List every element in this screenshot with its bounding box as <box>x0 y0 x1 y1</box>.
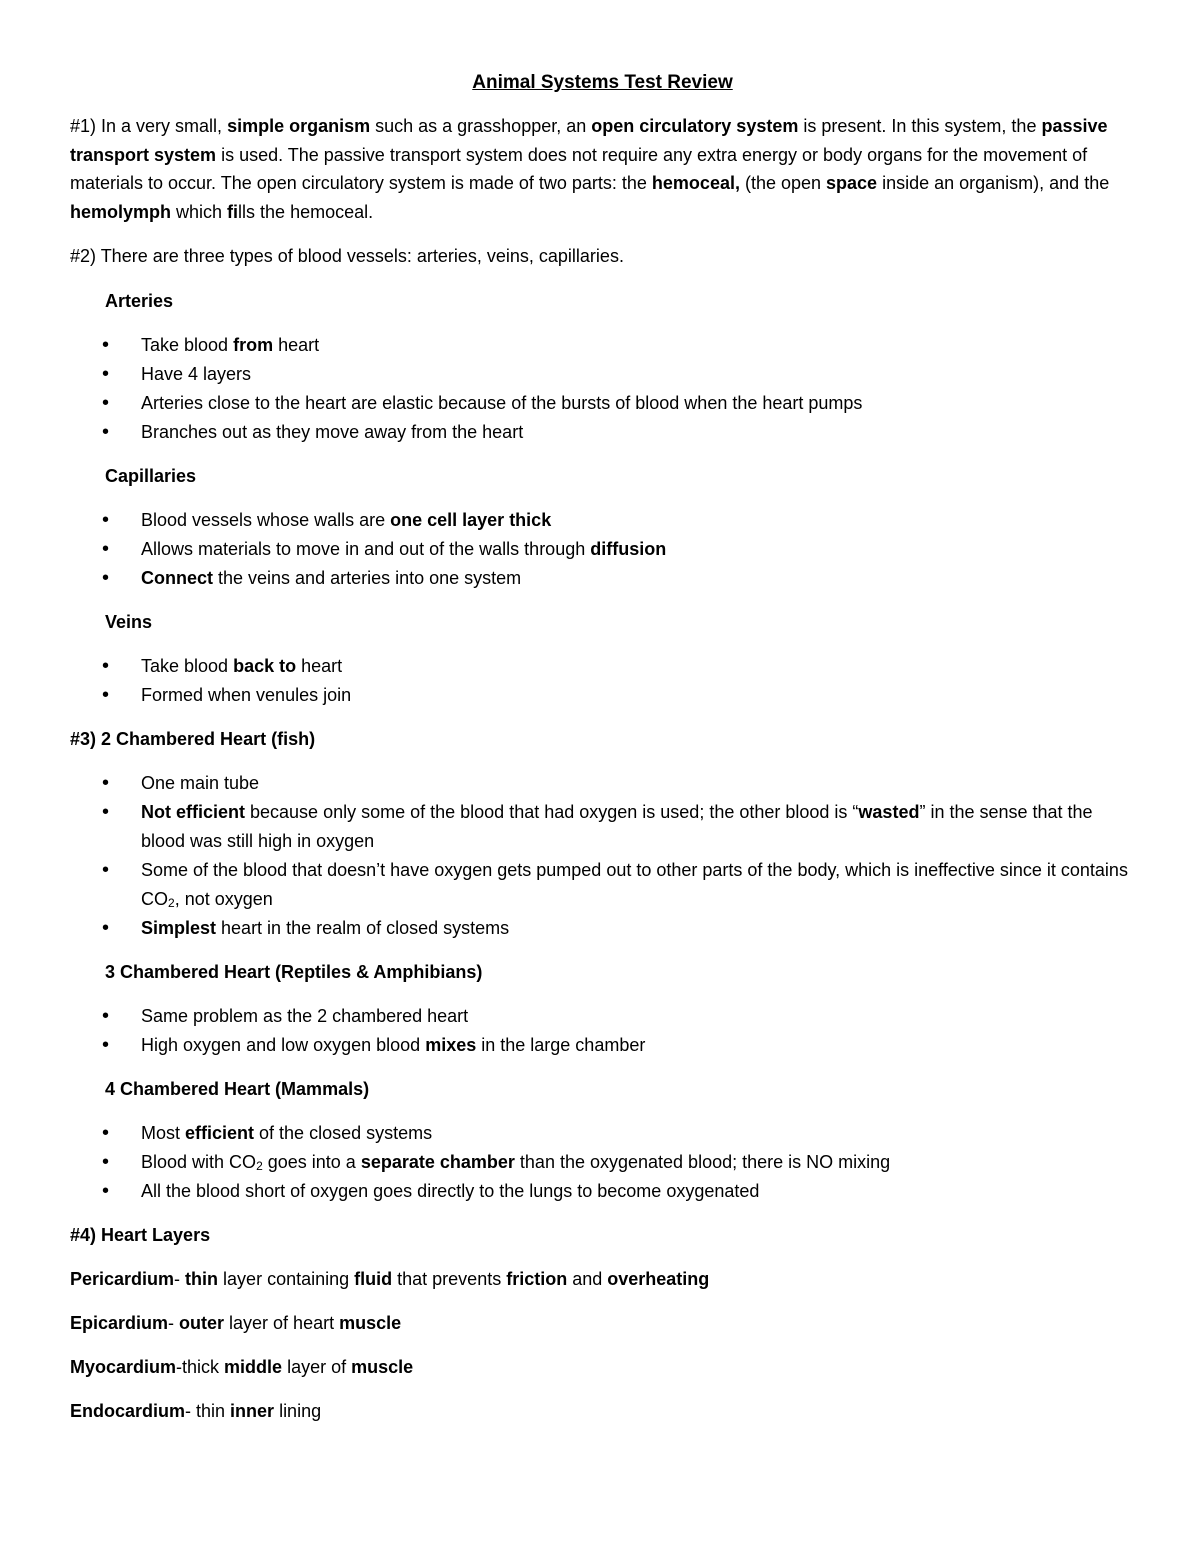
text: Some of the blood that doesn’t have oxygen gets pumped out to other parts of the body, which is ineffective since it contains CO <box>141 859 1128 909</box>
bold-term: friction <box>506 1268 568 1289</box>
list-item: • Formed when venules join <box>70 681 1135 710</box>
heading-arteries: Arteries <box>105 290 174 311</box>
list-item <box>70 798 1135 856</box>
list-item <box>70 506 1135 535</box>
bold-term: Pericardium <box>70 1268 175 1289</box>
text: heart <box>273 334 320 355</box>
list-item: • One main tube <box>70 769 1135 798</box>
document-page <box>70 72 1135 1441</box>
bold-term: hemolymph <box>70 201 172 222</box>
bold-term: wasted <box>858 801 920 822</box>
text: heart <box>296 655 343 676</box>
list-veins <box>70 652 1135 710</box>
layer-myocardium <box>70 1353 1135 1381</box>
bold-term: diffusion <box>590 538 667 559</box>
heading-veins: Veins <box>105 611 153 632</box>
list-item <box>70 652 1135 681</box>
bold-term: passive transport system <box>70 116 1108 165</box>
text: is used. The passive transport system does not require any extra energy or body organs for the movement of materials to occur. The open circulatory system is made of two parts: the <box>70 144 1088 193</box>
text: and <box>567 1268 608 1289</box>
text: layer of heart <box>224 1312 340 1333</box>
text: lls the hemoceal. <box>238 201 374 222</box>
page-title: Animal Systems Test Review <box>472 72 733 93</box>
text: in the large chamber <box>476 1034 646 1055</box>
bold-term: one cell layer thick <box>390 509 552 530</box>
text: is present. In this system, the <box>798 116 1042 136</box>
bold-term: separate chamber <box>360 1151 515 1172</box>
bold-term: Epicardium <box>70 1312 169 1333</box>
text: - <box>174 1268 186 1289</box>
list-arteries <box>70 331 1135 447</box>
bold-term: from <box>233 334 274 355</box>
bold-term: back to <box>233 655 297 676</box>
list-item <box>70 1031 1135 1060</box>
text: than the oxygenated blood; there is NO mixing <box>514 1151 891 1172</box>
list-3-chambered <box>70 1002 1135 1060</box>
bold-term: muscle <box>339 1312 402 1333</box>
list-item: • Branches out as they move away from the heart <box>70 418 1135 447</box>
text: ” in the sense that the blood was still high in oxygen <box>141 801 1093 851</box>
bold-term: Connect <box>141 567 213 588</box>
bold-term: open circulatory system <box>591 116 799 136</box>
layer-endocardium <box>70 1397 1135 1425</box>
text: lining <box>274 1400 322 1421</box>
text: Take blood <box>141 334 234 355</box>
text: layer of <box>282 1356 352 1377</box>
list-2-chambered <box>70 769 1135 943</box>
list-item: • Have 4 layers <box>70 360 1135 389</box>
text: goes into a <box>262 1151 361 1172</box>
text: that prevents <box>392 1268 507 1289</box>
list-item <box>70 914 1135 943</box>
bold-term: simple organism <box>227 116 371 136</box>
list-item <box>70 1119 1135 1148</box>
bold-term: fi <box>227 201 239 222</box>
text: - thin <box>185 1400 231 1421</box>
list-item: • All the blood short of oxygen goes directly to the lungs to become oxygenated <box>70 1177 1135 1206</box>
text: because only some of the blood that had oxygen is used; the other blood is “ <box>245 801 859 822</box>
list-item <box>70 331 1135 360</box>
bold-term: overheating <box>607 1268 710 1289</box>
text: Most <box>141 1122 186 1143</box>
list-4-chambered <box>70 1119 1135 1206</box>
text: Blood with CO <box>141 1151 257 1172</box>
text: (the open <box>739 173 827 193</box>
list-item <box>70 564 1135 593</box>
text: inside an organism), and the <box>877 173 1110 193</box>
bold-term: muscle <box>351 1356 414 1377</box>
layer-epicardium <box>70 1309 1135 1337</box>
text: -thick <box>176 1356 225 1377</box>
bold-term: middle <box>224 1356 283 1377</box>
text: - <box>168 1312 180 1333</box>
paragraph-blood-vessels: #2) There are three types of blood vessels: arteries, veins, capillaries. <box>70 246 624 266</box>
subscript: 2 <box>168 895 175 910</box>
bold-term: inner <box>230 1400 275 1421</box>
bold-term: Not efficient <box>141 801 246 822</box>
list-item: • Same problem as the 2 chambered heart <box>70 1002 1135 1031</box>
heading-2-chambered-heart: #3) 2 Chambered Heart (fish) <box>70 728 316 749</box>
list-item <box>70 856 1135 914</box>
text: the veins and arteries into one system <box>213 567 522 588</box>
paragraph-open-circulatory <box>70 112 1135 226</box>
bold-term: mixes <box>425 1034 477 1055</box>
text: Blood vessels whose walls are <box>141 509 391 530</box>
bold-term: efficient <box>185 1122 255 1143</box>
heading-heart-layers: #4) Heart Layers <box>70 1224 211 1245</box>
list-item <box>70 535 1135 564</box>
text: Take blood <box>141 655 234 676</box>
bold-term: Simplest <box>141 917 217 938</box>
layer-pericardium <box>70 1265 1135 1293</box>
list-capillaries <box>70 506 1135 593</box>
list-item: • Arteries close to the heart are elastic because of the bursts of blood when the heart pumps <box>70 389 1135 418</box>
list-item <box>70 1148 1135 1177</box>
text: layer containing <box>218 1268 355 1289</box>
bold-term: thin <box>185 1268 219 1289</box>
bold-term: outer <box>179 1312 225 1333</box>
text: , not oxygen <box>174 888 273 909</box>
text: of the closed systems <box>254 1122 433 1143</box>
subscript: 2 <box>256 1158 263 1173</box>
text: Allows materials to move in and out of the walls through <box>141 538 591 559</box>
text: heart in the realm of closed systems <box>216 917 510 938</box>
bold-term: fluid <box>354 1268 393 1289</box>
text: such as a grasshopper, an <box>370 116 592 136</box>
text: #1) In a very small, <box>70 116 228 136</box>
text: High oxygen and low oxygen blood <box>141 1034 426 1055</box>
bold-term: hemoceal, <box>651 173 740 193</box>
bold-term: Myocardium <box>70 1356 177 1377</box>
heading-3-chambered-heart: 3 Chambered Heart (Reptiles & Amphibians) <box>105 961 483 982</box>
heading-4-chambered-heart: 4 Chambered Heart (Mammals) <box>105 1078 370 1099</box>
bold-term: Endocardium <box>70 1400 186 1421</box>
heading-capillaries: Capillaries <box>105 465 197 486</box>
text: which <box>171 201 228 222</box>
bold-term: space <box>826 173 878 193</box>
